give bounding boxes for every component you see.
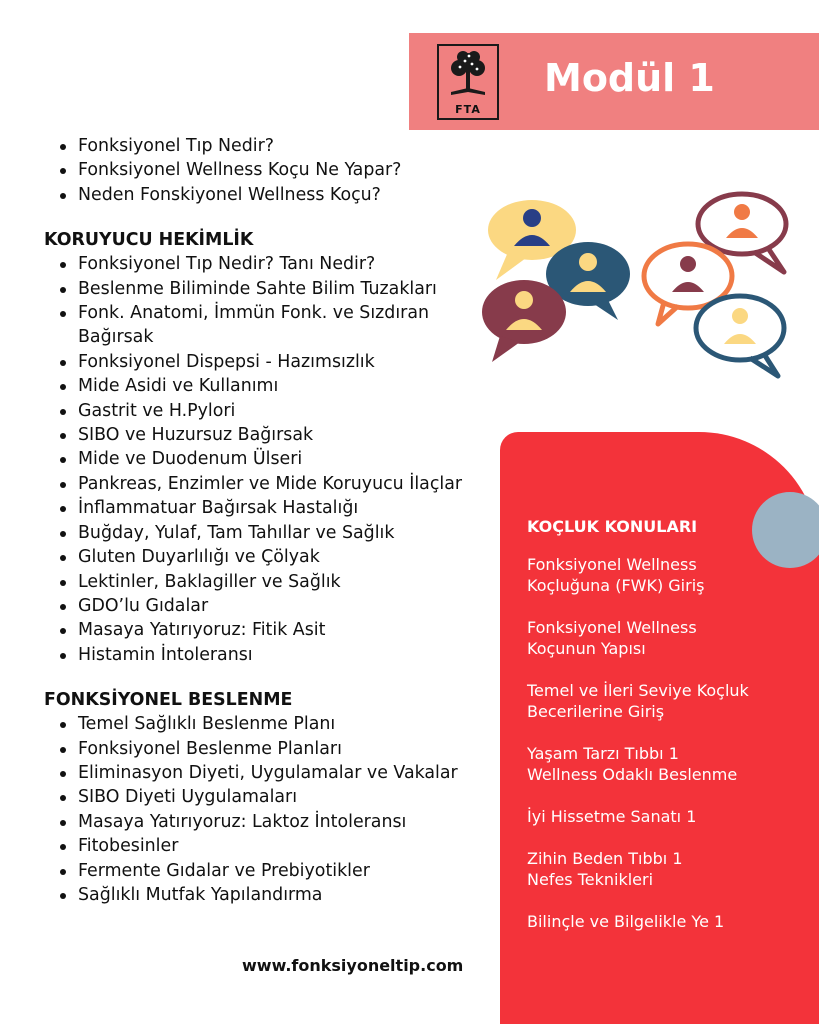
coaching-item [527, 680, 797, 722]
section-heading-koruyucu: KORUYUCU HEKİMLİK [44, 230, 254, 251]
list-item: Histamin İntoleransı [44, 643, 494, 667]
list-item: Fonksiyonel Wellness Koçu Ne Yapar? [44, 158, 494, 182]
list-item: Fonksiyonel Beslenme Planları [44, 737, 494, 761]
list-item: Fermente Gıdalar ve Prebiyotikler [44, 859, 494, 883]
coaching-item-line: Fonksiyonel Wellness [527, 555, 697, 574]
module-title: Modül 1 [544, 56, 715, 100]
list-item: Mide Asidi ve Kullanımı [44, 374, 494, 398]
list-item: Fitobesinler [44, 834, 494, 858]
section-heading-beslenme: FONKSİYONEL BESLENME [44, 690, 293, 711]
coaching-item [527, 848, 797, 890]
list-item: GDO’lu Gıdalar [44, 594, 494, 618]
coaching-item-line: Nefes Teknikleri [527, 870, 654, 889]
koruyucu-list [44, 252, 494, 667]
list-item: Masaya Yatırıyoruz: Fitik Asit [44, 618, 494, 642]
tree-logo-icon [443, 48, 493, 104]
list-item: Eliminasyon Diyeti, Uygulamalar ve Vakalar [44, 761, 494, 785]
coaching-item-line: Wellness Odaklı Beslenme [527, 765, 738, 784]
list-item: Lektinler, Baklagiller ve Sağlık [44, 570, 494, 594]
list-item: Masaya Yatırıyoruz: Laktoz İntoleransı [44, 810, 494, 834]
beslenme-list [44, 712, 494, 907]
fta-logo [437, 44, 499, 120]
coaching-item-line: Bilinçle ve Bilgelikle Ye 1 [527, 912, 725, 931]
list-item: Sağlıklı Mutfak Yapılandırma [44, 883, 494, 907]
coaching-item-line: Becerilerine Giriş [527, 702, 665, 721]
coaching-item-line: Yaşam Tarzı Tıbbı 1 [527, 744, 679, 763]
list-item: Fonksiyonel Tıp Nedir? Tanı Nedir? [44, 252, 494, 276]
coaching-item [527, 743, 797, 785]
list-item: İnflammatuar Bağırsak Hastalığı [44, 496, 494, 520]
coaching-item [527, 911, 797, 932]
chat-bubble-teal-outline [696, 296, 784, 376]
list-item: Pankreas, Enzimler ve Mide Koruyucu İlaçlar [44, 472, 494, 496]
list-item: Gastrit ve H.Pylori [44, 399, 494, 423]
coaching-item-line: Fonksiyonel Wellness [527, 618, 697, 637]
list-item: Fonksiyonel Tıp Nedir? [44, 134, 494, 158]
list-item: Neden Fonskiyonel Wellness Koçu? [44, 183, 494, 207]
intro-list [44, 134, 494, 207]
chat-bubbles-illustration [478, 180, 818, 380]
list-item: SIBO ve Huzursuz Bağırsak [44, 423, 494, 447]
coaching-item-line: Temel ve İleri Seviye Koçluk [527, 681, 749, 700]
list-item: Fonk. Anatomi, İmmün Fonk. ve Sızdıran Bağırsak [44, 301, 494, 350]
coaching-item-line: Koçluğuna (FWK) Giriş [527, 576, 705, 595]
topics-column [44, 134, 494, 907]
coaching-item [527, 554, 797, 596]
chat-bubble-maroon-outline [698, 194, 786, 272]
logo-text: FTA [455, 103, 481, 116]
coaching-topics [527, 517, 797, 953]
coaching-item-line: İyi Hissetme Sanatı 1 [527, 807, 697, 826]
coaching-item-line: Zihin Beden Tıbbı 1 [527, 849, 683, 868]
chat-bubble-maroon [482, 280, 566, 362]
coaching-item [527, 806, 797, 827]
coaching-heading: KOÇLUK KONULARI [527, 517, 698, 536]
list-item: Gluten Duyarlılığı ve Çölyak [44, 545, 494, 569]
list-item: Temel Sağlıklı Beslenme Planı [44, 712, 494, 736]
coaching-item-line: Koçunun Yapısı [527, 639, 646, 658]
list-item: Fonksiyonel Dispepsi - Hazımsızlık [44, 350, 494, 374]
coaching-item [527, 617, 797, 659]
list-item: Mide ve Duodenum Ülseri [44, 447, 494, 471]
list-item: Beslenme Biliminde Sahte Bilim Tuzakları [44, 277, 494, 301]
chat-bubble-orange-outline [644, 244, 732, 324]
website-url: www.fonksiyoneltip.com [242, 956, 464, 975]
list-item: SIBO Diyeti Uygulamaları [44, 785, 494, 809]
list-item: Buğday, Yulaf, Tam Tahıllar ve Sağlık [44, 521, 494, 545]
